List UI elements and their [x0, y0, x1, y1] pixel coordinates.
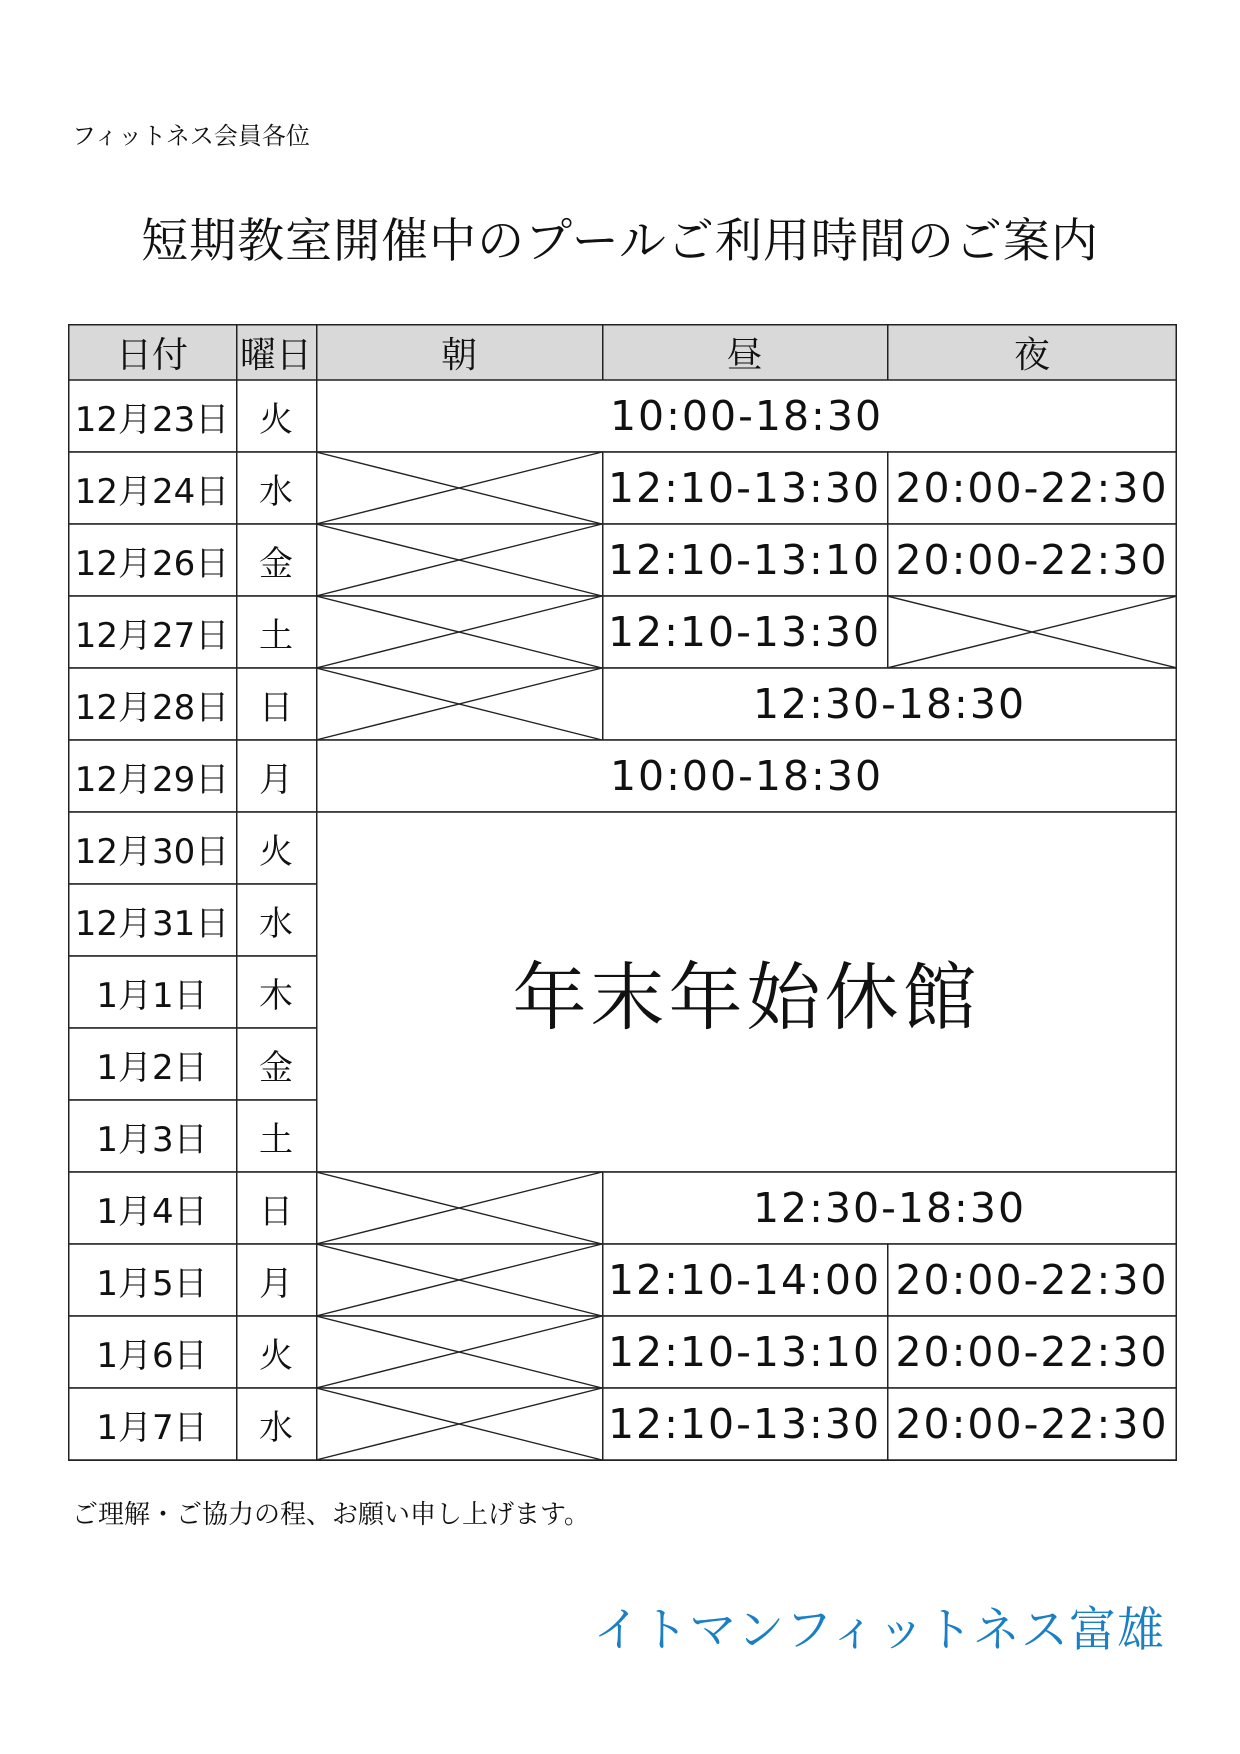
weekday-cell: 水: [259, 471, 293, 512]
date-cell: 1月5日: [96, 1263, 208, 1304]
weekday-cell: 土: [259, 615, 293, 656]
date-cell: 12月23日: [74, 399, 230, 440]
column-header: 朝: [440, 334, 477, 376]
date-cell: 1月4日: [96, 1191, 208, 1232]
time-slot: 12:10-13:10: [607, 536, 882, 584]
date-cell: 12月30日: [74, 831, 230, 872]
date-cell: 12月31日: [74, 903, 230, 944]
time-slot: 20:00-22:30: [895, 464, 1169, 512]
time-slot: 10:00-18:30: [609, 752, 884, 800]
date-cell: 1月7日: [96, 1407, 208, 1448]
date-cell: 1月3日: [96, 1119, 208, 1160]
date-cell: 12月24日: [74, 471, 230, 512]
weekday-cell: 金: [259, 543, 293, 584]
weekday-cell: 日: [259, 687, 293, 728]
column-header: 日付: [115, 334, 188, 376]
column-header: 夜: [1013, 334, 1050, 376]
weekday-cell: 月: [259, 1263, 293, 1304]
date-cell: 12月26日: [74, 543, 230, 584]
date-cell: 1月6日: [96, 1335, 208, 1376]
time-slot: 20:00-22:30: [895, 1256, 1169, 1304]
column-header: 昼: [726, 334, 763, 376]
time-slot: 12:10-13:10: [607, 1328, 882, 1376]
date-cell: 12月27日: [74, 615, 230, 656]
weekday-cell: 火: [259, 399, 293, 440]
date-cell: 1月2日: [96, 1047, 208, 1088]
weekday-cell: 火: [259, 1335, 293, 1376]
time-slot: 12:30-18:30: [752, 1184, 1027, 1232]
closed-label: 年末年始休館: [512, 955, 981, 1041]
weekday-cell: 土: [259, 1119, 293, 1160]
date-cell: 1月1日: [96, 975, 208, 1016]
footer-note: ご理解・ご協力の程、お願い申し上げます。: [72, 1500, 590, 1530]
time-slot: 12:10-14:00: [607, 1256, 882, 1304]
time-slot: 20:00-22:30: [895, 1400, 1169, 1448]
time-slot: 12:10-13:30: [607, 1400, 882, 1448]
date-cell: 12月28日: [74, 687, 230, 728]
schedule-table: [68, 324, 1177, 1461]
weekday-cell: 木: [259, 975, 293, 1016]
weekday-cell: 日: [259, 1191, 293, 1232]
time-slot: 12:10-13:30: [607, 464, 882, 512]
time-slot: 12:10-13:30: [607, 608, 882, 656]
time-slot: 20:00-22:30: [895, 1328, 1169, 1376]
column-header: 曜日: [239, 334, 312, 376]
time-slot: 12:30-18:30: [752, 680, 1027, 728]
weekday-cell: 火: [259, 831, 293, 872]
weekday-cell: 金: [259, 1047, 293, 1088]
time-slot: 20:00-22:30: [895, 536, 1169, 584]
date-cell: 12月29日: [74, 759, 230, 800]
brand-name: イトマンフィットネス富雄: [593, 1603, 1165, 1658]
weekday-cell: 水: [259, 903, 293, 944]
weekday-cell: 水: [259, 1407, 293, 1448]
page-title: 短期教室開催中のプールご利用時間のご案内: [141, 214, 1099, 269]
addressee: フィットネス会員各位: [72, 122, 310, 150]
time-slot: 10:00-18:30: [609, 392, 884, 440]
weekday-cell: 月: [259, 759, 293, 800]
